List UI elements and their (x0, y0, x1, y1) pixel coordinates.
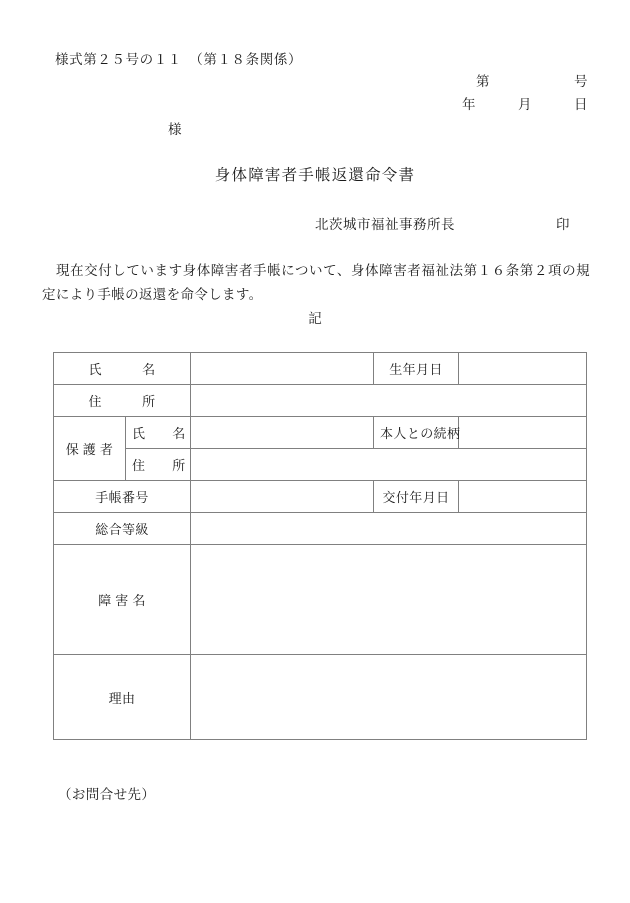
field-issue-date[interactable] (459, 481, 587, 513)
label-guardian-address: 住 所 (126, 449, 191, 481)
label-address: 住 所 (54, 385, 191, 417)
field-certificate-number[interactable] (191, 481, 374, 513)
field-guardian-name[interactable] (191, 417, 374, 449)
table-row (54, 513, 587, 545)
ki-marker: 記 (308, 311, 322, 326)
seal-icon: 印 (556, 217, 570, 232)
label-disability-name: 障 害 名 (54, 545, 191, 655)
label-relationship: 本人との続柄 (374, 417, 459, 449)
label-birthdate: 生年月日 (374, 353, 459, 385)
page-title: 身体障害者手帳返還命令書 (214, 167, 416, 184)
label-certificate-number: 手帳番号 (54, 481, 191, 513)
label-guardian: 保 護 者 (54, 417, 126, 481)
field-address[interactable] (191, 385, 587, 417)
form-number: 様式第２５号の１１ （第１８条関係） (55, 52, 303, 67)
contact-label: （お問合せ先） (58, 787, 156, 802)
document-date-line: 年 月 日 (462, 97, 588, 112)
table-row (54, 353, 587, 385)
field-disability-name[interactable] (191, 545, 587, 655)
field-overall-grade[interactable] (191, 513, 587, 545)
addressee-honorific: 様 (168, 122, 182, 137)
document-number-line: 第 号 (476, 74, 588, 89)
field-guardian-address[interactable] (191, 449, 587, 481)
table-row (54, 449, 587, 481)
table-row (54, 417, 587, 449)
table-row (54, 545, 587, 655)
label-guardian-name: 氏 名 (126, 417, 191, 449)
label-name: 氏 名 (54, 353, 191, 385)
document-meta (462, 70, 588, 116)
label-reason: 理由 (54, 655, 191, 740)
body-paragraph: 現在交付しています身体障害者手帳について、身体障害者福祉法第１６条第２項の規定により手帳の返還を命令します。 (42, 263, 590, 302)
label-issue-date: 交付年月日 (374, 481, 459, 513)
label-overall-grade: 総合等級 (54, 513, 191, 545)
field-birthdate[interactable] (459, 353, 587, 385)
table-row (54, 385, 587, 417)
table-row (54, 655, 587, 740)
application-table (53, 352, 587, 740)
field-reason[interactable] (191, 655, 587, 740)
table-row (54, 481, 587, 513)
field-name[interactable] (191, 353, 374, 385)
field-relationship[interactable] (459, 417, 587, 449)
issuer-name: 北茨城市福祉事務所長 (315, 217, 455, 232)
